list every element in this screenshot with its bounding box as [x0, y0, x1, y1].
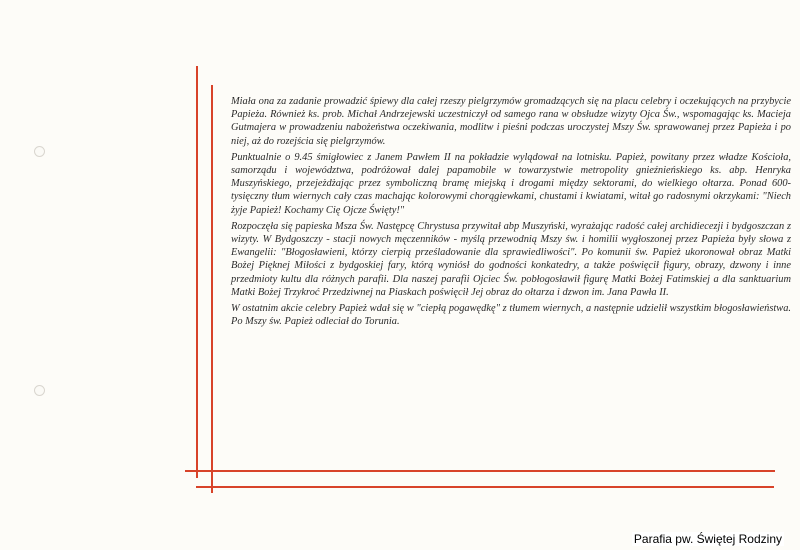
red-horizontal-rule-upper [185, 470, 775, 472]
red-vertical-rule-inner [211, 85, 213, 493]
red-vertical-rule-outer [196, 66, 198, 478]
article-text [231, 95, 791, 331]
binder-hole-bottom [34, 385, 45, 396]
red-horizontal-rule-lower [196, 486, 774, 488]
paragraph-4: W ostatnim akcie celebry Papież wdał się w "ciepłą pogawędkę" z tłumem wiernych, a następnie udzielił wszystkim błogosławieństwa. Po Mszy św. Papież odleciał do Torunia. [231, 303, 791, 328]
paragraph-2: Punktualnie o 9.45 śmigłowiec z Janem Pawłem II na pokładzie wylądował na lotnisku. Papież, powitany przez władze Kościoła, samorządu i województwa, podróżował dalej papamobile w towarzystwie metropolity gnieźnieńskiego ks. abp. Henryka Muszyńskiego, przejeżdżając przez symboliczną bramę miejską i drogami między sektorami, do wielkiego ołtarza. Ponad 600-tysięczny tłum wiernych cały czas machając kolorowymi chorągiewkami, chustami i kwiatami, witał go radosnymi okrzykami: "Niech żyje Papież! Kochamy Cię Ojcze Święty!" [231, 151, 791, 216]
paragraph-1: Miała ona za zadanie prowadzić śpiewy dla całej rzeszy pielgrzymów gromadzących się na placu celebry i oczekujących na przybycie Papieża. Również ks. prob. Michał Andrzejewski uczestniczył od samego rana w obsłudze wizyty Ojca Św., wspomagając ks. Macieja Gutmajera w prowadzeniu nabożeństwa oczekiwania, modlitw i pieśni podczas uroczystej Mszy Św. sprawowanej przez Papieża i po niej, aż do rozejścia się pielgrzymów. [231, 96, 791, 147]
parish-footer-label: Parafia pw. Świętej Rodziny [633, 532, 782, 546]
binder-hole-top [34, 146, 45, 157]
paragraph-3: Rozpoczęła się papieska Msza Św. Następcę Chrystusa przywitał abp Muszyński, wyrażając radość całej archidiecezji i bydgoszczan z wizyty. W Bydgoszczy - stacji nowych męczenników - myślą przewodnią Mszy św. i homilii wygłoszonej przez Papieża były słowa z Ewangelii: "Błogosławieni, którzy cierpią prześladowanie dla sprawiedliwości". Po komunii św. Papież ukoronował obraz Matki Bożej Pięknej Miłości z bydgoskiej fary, którą wyniósł do godności konkatedry, a także poświęcił figury, obrazy, dzwony i inne przedmioty kultu dla różnych parafii. Dla naszej parafii Ojciec Św. pobłogosławił figurę Matki Bożej Fatimskiej a dla sanktuarium Matki Bożej Trzykroć Przedziwnej na Piaskach poświęcił Jej obraz do ołtarza i dzwon im. Jana Pawła II. [231, 220, 791, 298]
